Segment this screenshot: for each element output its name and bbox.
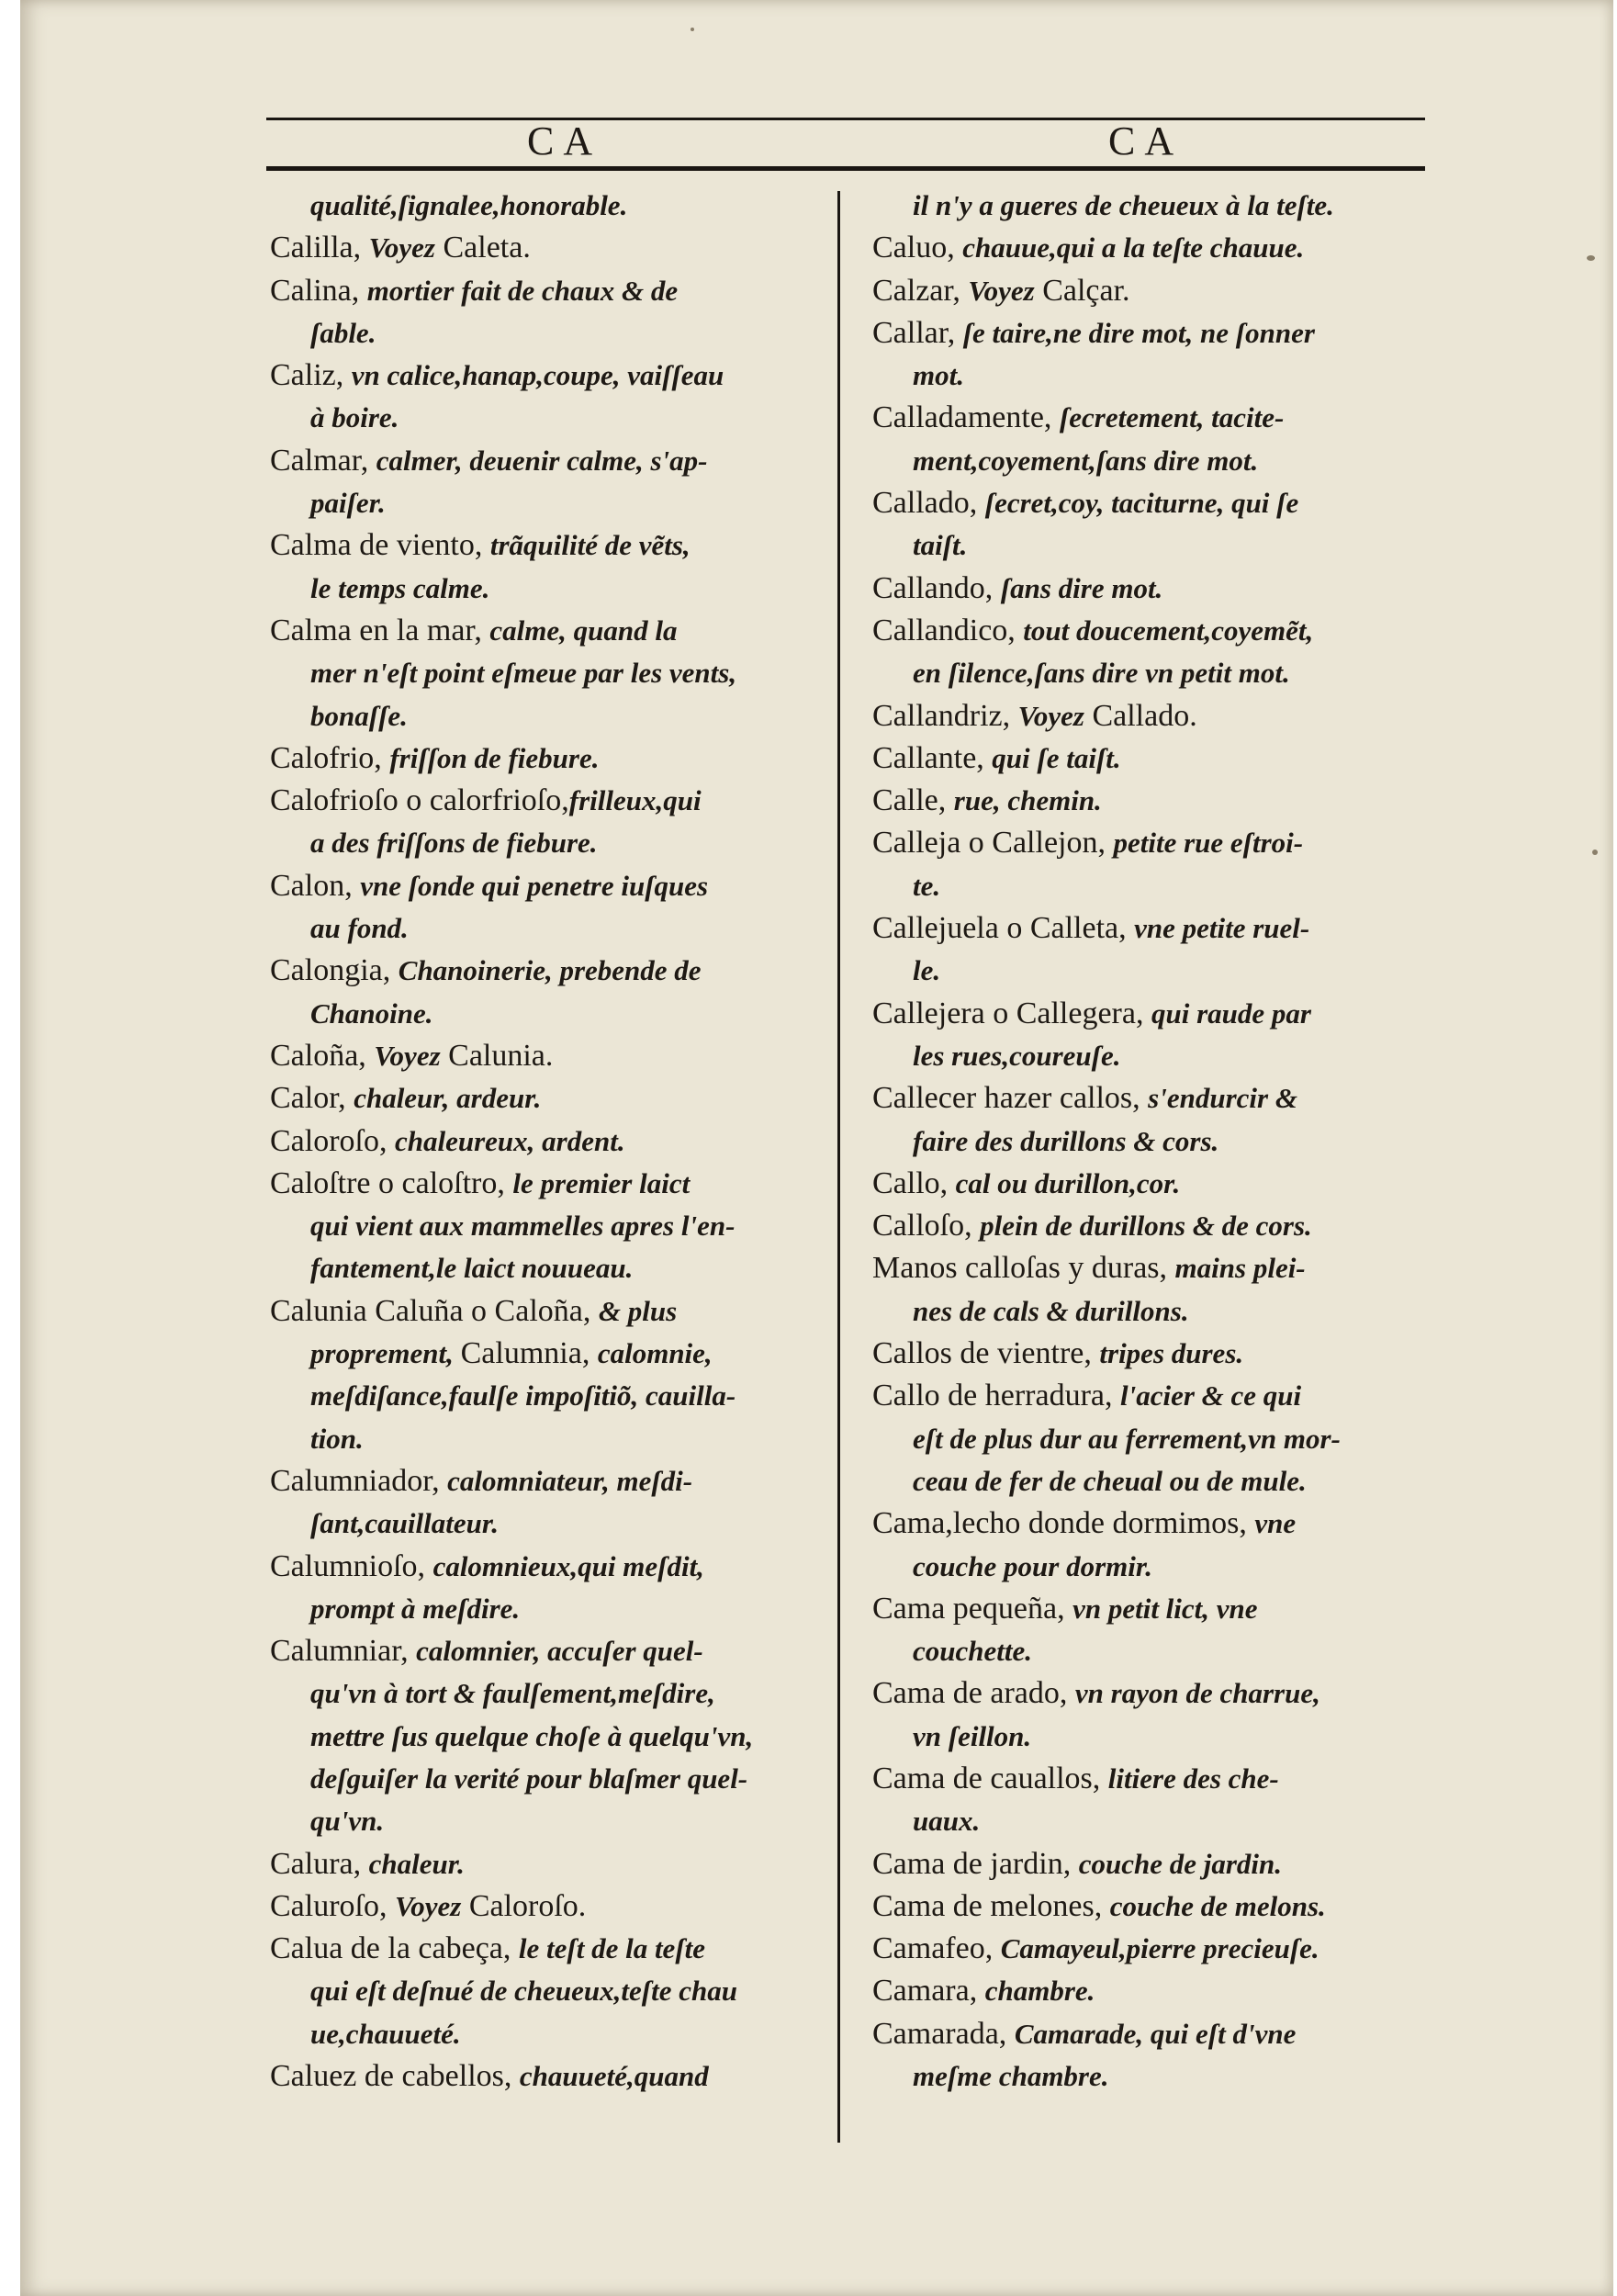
french-gloss: qui ſe taiſt. bbox=[992, 741, 1121, 774]
entry-line bbox=[270, 1035, 821, 1077]
column-divider bbox=[837, 191, 840, 2143]
spanish-headword: Calunia Caluña o Caloña, bbox=[270, 1293, 599, 1328]
entry-line bbox=[270, 1928, 821, 1970]
entry-continuation-line bbox=[270, 312, 821, 355]
french-gloss: calomnier, accuſer quel- bbox=[416, 1635, 703, 1668]
french-gloss: a des friſſons de fiebure. bbox=[310, 827, 598, 860]
french-gloss: tout doucement,coyemẽt, bbox=[1023, 613, 1314, 647]
french-gloss: tion. bbox=[310, 1422, 364, 1455]
spanish-headword: Caluroſo, bbox=[270, 1888, 395, 1923]
spanish-headword: Cama,lecho donde dormimos, bbox=[872, 1506, 1255, 1541]
french-gloss: qui raude par bbox=[1151, 996, 1311, 1030]
entry-line bbox=[872, 482, 1446, 524]
french-gloss: le temps calme. bbox=[310, 571, 490, 604]
french-gloss: ſans dire mot. bbox=[1000, 571, 1163, 604]
spanish-headword: Caloſtre o caloſtro, bbox=[270, 1165, 513, 1200]
entry-continuation-line bbox=[270, 695, 821, 737]
entry-continuation-line bbox=[872, 652, 1446, 694]
entry-line bbox=[270, 1885, 821, 1928]
entry-line bbox=[872, 737, 1446, 780]
french-gloss: calomniateur, meſdi- bbox=[447, 1464, 693, 1497]
french-gloss: mettre ſus quelque choſe à quelqu'vn, bbox=[310, 1719, 754, 1752]
entry-line bbox=[872, 1970, 1446, 2012]
spanish-headword: Calua de la cabeça, bbox=[270, 1931, 519, 1966]
entry-line bbox=[872, 1333, 1446, 1375]
spanish-headword: Camara, bbox=[872, 1974, 985, 2009]
french-gloss: chaleur. bbox=[368, 1847, 465, 1880]
french-gloss: vn ſeillon. bbox=[913, 1719, 1032, 1752]
french-gloss: & plus bbox=[598, 1294, 678, 1327]
entry-line bbox=[270, 227, 821, 269]
french-gloss: calomnieux,qui meſdit, bbox=[432, 1549, 704, 1582]
entry-line bbox=[270, 610, 821, 652]
spanish-headword: Calumniar, bbox=[270, 1634, 417, 1669]
right-column bbox=[872, 185, 1446, 2098]
french-gloss: ment,coyement,ſans dire mot. bbox=[913, 444, 1259, 477]
entry-line bbox=[270, 737, 821, 780]
french-gloss: couche pour dormir. bbox=[913, 1549, 1152, 1582]
spanish-headword: Calma de viento, bbox=[270, 528, 490, 563]
french-gloss: qui eſt deſnué de cheueux,teſte chau bbox=[310, 1975, 737, 2008]
entry-continuation-line bbox=[872, 1460, 1446, 1503]
french-gloss: chaleureux, ardent. bbox=[394, 1124, 625, 1157]
french-gloss: paiſer. bbox=[310, 487, 386, 520]
french-gloss: s'endurcir & bbox=[1148, 1082, 1297, 1115]
french-gloss: rue, chemin. bbox=[953, 784, 1102, 817]
french-gloss: fantement,le laict nouueau. bbox=[310, 1252, 634, 1285]
spanish-headword: Calunia. bbox=[440, 1038, 554, 1073]
spanish-headword: Cama de arado, bbox=[872, 1676, 1075, 1711]
french-gloss: mortier fait de chaux & de bbox=[366, 274, 679, 307]
french-gloss: chauue,qui a la teſte chauue. bbox=[962, 231, 1305, 264]
entry-line bbox=[872, 610, 1446, 652]
spanish-headword: Calma en la mar, bbox=[270, 613, 490, 647]
french-gloss: qualité,ſignalee,honorable. bbox=[310, 189, 628, 221]
entry-line bbox=[872, 993, 1446, 1035]
entry-continuation-line bbox=[872, 355, 1446, 397]
entry-continuation-line bbox=[872, 1800, 1446, 1842]
top-rule bbox=[266, 118, 1425, 120]
french-gloss: prompt à meſdire. bbox=[310, 1592, 521, 1625]
spanish-headword: Caleta. bbox=[434, 231, 531, 265]
entry-line bbox=[872, 1503, 1446, 1545]
spanish-headword: Callandriz, bbox=[872, 698, 1018, 733]
entry-line bbox=[872, 1758, 1446, 1800]
entry-continuation-line bbox=[270, 1800, 821, 1842]
french-gloss: au fond. bbox=[310, 912, 409, 945]
entry-line bbox=[270, 1120, 821, 1163]
entry-line bbox=[872, 907, 1446, 950]
french-gloss: Camarade, qui eſt d'vne bbox=[1014, 2017, 1297, 2050]
left-column bbox=[270, 185, 821, 2098]
french-gloss: en ſilence,ſans dire vn petit mot. bbox=[913, 657, 1290, 690]
french-gloss: il n'y a gueres de cheueux à la teſte. bbox=[913, 189, 1334, 221]
spanish-headword: Calofrioſo o calorfrioſo, bbox=[270, 783, 569, 818]
entry-continuation-line bbox=[270, 822, 821, 864]
french-gloss: vn rayon de charrue, bbox=[1074, 1677, 1320, 1710]
french-gloss: chaleur, ardeur. bbox=[354, 1082, 542, 1115]
entry-line bbox=[270, 1843, 821, 1885]
entry-continuation-line bbox=[270, 1333, 821, 1375]
entry-line bbox=[872, 1588, 1446, 1630]
entry-continuation-line bbox=[270, 185, 821, 227]
paper-speck bbox=[1587, 255, 1595, 261]
spanish-headword: Calina, bbox=[270, 273, 367, 308]
book-page bbox=[20, 0, 1613, 2296]
header-rule bbox=[266, 166, 1425, 171]
spanish-headword: Calura, bbox=[270, 1846, 369, 1881]
spanish-headword: Calongia, bbox=[270, 953, 399, 988]
french-gloss: le premier laict bbox=[512, 1166, 691, 1199]
running-head-right: CA bbox=[1108, 118, 1184, 163]
entry-continuation-line bbox=[270, 1672, 821, 1715]
entry-continuation-line bbox=[872, 1630, 1446, 1672]
french-gloss: qui vient aux mammelles apres l'en- bbox=[310, 1210, 736, 1243]
spanish-headword: Caloroſo. bbox=[461, 1888, 587, 1923]
french-gloss: le teſt de la teſte bbox=[518, 1932, 706, 1965]
spanish-headword: Calmar, bbox=[270, 443, 376, 478]
entry-continuation-line bbox=[872, 2055, 1446, 2098]
spanish-headword: Callante, bbox=[872, 740, 993, 775]
french-gloss: litiere des che- bbox=[1107, 1761, 1279, 1795]
french-gloss: vne bbox=[1254, 1507, 1297, 1540]
french-gloss: proprement, bbox=[310, 1337, 461, 1370]
french-gloss: mer n'eſt point eſmeue par les vents, bbox=[310, 657, 737, 690]
entry-line bbox=[872, 2013, 1446, 2055]
entry-continuation-line bbox=[270, 2013, 821, 2055]
spanish-headword: Camarada, bbox=[872, 2016, 1015, 2051]
entry-line bbox=[270, 270, 821, 312]
entry-line bbox=[872, 312, 1446, 355]
entry-continuation-line bbox=[872, 185, 1446, 227]
entry-continuation-line bbox=[872, 1290, 1446, 1333]
french-gloss: vne ſonde qui penetre iuſques bbox=[360, 869, 709, 902]
entry-continuation-line bbox=[270, 907, 821, 950]
french-gloss: nes de cals & durillons. bbox=[913, 1294, 1189, 1327]
entry-line bbox=[872, 568, 1446, 610]
entry-continuation-line bbox=[872, 1716, 1446, 1758]
french-gloss: ſecretement, tacite- bbox=[1059, 401, 1285, 434]
french-gloss: Voyez bbox=[374, 1039, 441, 1072]
french-gloss: taiſt. bbox=[913, 529, 968, 562]
french-gloss: Chanoine. bbox=[310, 996, 433, 1030]
french-gloss: calomnie, bbox=[597, 1337, 713, 1370]
french-gloss: couchette. bbox=[913, 1635, 1032, 1668]
entry-continuation-line bbox=[270, 1970, 821, 2012]
spanish-headword: Calor, bbox=[270, 1081, 354, 1116]
entry-continuation-line bbox=[270, 652, 821, 694]
entry-continuation-line bbox=[270, 482, 821, 524]
entry-continuation-line bbox=[270, 1503, 821, 1545]
spanish-headword: Caluez de cabellos, bbox=[270, 2059, 520, 2094]
spanish-headword: Callejera o Callegera, bbox=[872, 996, 1151, 1030]
french-gloss: Voyez bbox=[394, 1889, 462, 1922]
entry-line bbox=[270, 524, 821, 567]
french-gloss: petite rue eſtroi- bbox=[1113, 827, 1304, 860]
entry-continuation-line bbox=[872, 1035, 1446, 1077]
spanish-headword: Cama pequeña, bbox=[872, 1591, 1073, 1626]
french-gloss: à boire. bbox=[310, 401, 399, 434]
entry-continuation-line bbox=[270, 1375, 821, 1417]
french-gloss: vn petit lict, vne bbox=[1072, 1592, 1258, 1625]
french-gloss: Voyez bbox=[968, 274, 1035, 307]
spanish-headword: Cama de jardin, bbox=[872, 1846, 1079, 1881]
spanish-headword: Callejuela o Calleta, bbox=[872, 911, 1135, 946]
spanish-headword: Caluo, bbox=[872, 231, 963, 265]
french-gloss: l'acier & ce qui bbox=[1120, 1379, 1302, 1412]
entry-line bbox=[872, 1843, 1446, 1885]
french-gloss: trãquilité de vẽts, bbox=[489, 529, 691, 562]
spanish-headword: Caloroſo, bbox=[270, 1123, 395, 1158]
entry-continuation-line bbox=[270, 1716, 821, 1758]
french-gloss: bonaſſe. bbox=[310, 699, 408, 732]
entry-line bbox=[872, 270, 1446, 312]
entry-line bbox=[872, 1163, 1446, 1205]
french-gloss: chauueté,quand bbox=[519, 2060, 709, 2093]
french-gloss: mot. bbox=[913, 359, 964, 392]
spanish-headword: Callado. bbox=[1084, 698, 1197, 733]
entry-line bbox=[872, 1885, 1446, 1928]
french-gloss: couche de melons. bbox=[1109, 1889, 1326, 1922]
spanish-headword: Calofrio, bbox=[270, 740, 390, 775]
entry-line bbox=[270, 1290, 821, 1333]
spanish-headword: Callecer hazer callos, bbox=[872, 1081, 1149, 1116]
entry-line bbox=[270, 865, 821, 907]
french-gloss: Camayeul,pierre precieuſe. bbox=[1000, 1932, 1319, 1965]
entry-line bbox=[872, 227, 1446, 269]
french-gloss: ſecret,coy, taciturne, qui ſe bbox=[984, 487, 1299, 520]
french-gloss: frilleux,qui bbox=[568, 784, 702, 817]
french-gloss: meſdiſance,faulſe impoſitiõ, cauilla- bbox=[310, 1379, 736, 1412]
entry-continuation-line bbox=[270, 1758, 821, 1800]
french-gloss: vne petite ruel- bbox=[1134, 912, 1310, 945]
entry-continuation-line bbox=[872, 1120, 1446, 1163]
spanish-headword: Callo de herradura, bbox=[872, 1379, 1120, 1413]
spanish-headword: Callado, bbox=[872, 486, 985, 521]
entry-continuation-line bbox=[872, 865, 1446, 907]
spanish-headword: Calleja o Callejon, bbox=[872, 826, 1114, 861]
spanish-headword: Calzar, bbox=[872, 273, 969, 308]
french-gloss: tripes dures. bbox=[1099, 1337, 1244, 1370]
entry-line bbox=[872, 1247, 1446, 1289]
french-gloss: faire des durillons & cors. bbox=[913, 1124, 1219, 1157]
french-gloss: calmer, deuenir calme, s'ap- bbox=[376, 444, 708, 477]
french-gloss: vn calice,hanap,coupe, vaiſſeau bbox=[351, 359, 724, 392]
spanish-headword: Callandico, bbox=[872, 613, 1024, 647]
entry-line bbox=[872, 780, 1446, 822]
entry-line bbox=[270, 1077, 821, 1120]
entry-line bbox=[270, 1546, 821, 1588]
spanish-headword: Calle, bbox=[872, 783, 954, 818]
french-gloss: calme, quand la bbox=[489, 613, 678, 647]
spanish-headword: Calilla, bbox=[270, 231, 369, 265]
spanish-headword: Calon, bbox=[270, 868, 361, 903]
entry-continuation-line bbox=[270, 1418, 821, 1460]
entry-continuation-line bbox=[270, 1588, 821, 1630]
french-gloss: plein de durillons & de cors. bbox=[980, 1210, 1312, 1243]
entry-continuation-line bbox=[270, 993, 821, 1035]
spanish-headword: Calumnioſo, bbox=[270, 1548, 433, 1583]
entry-continuation-line bbox=[872, 1546, 1446, 1588]
entry-line bbox=[270, 440, 821, 482]
entry-line bbox=[270, 355, 821, 397]
french-gloss: le. bbox=[913, 954, 941, 987]
entry-line bbox=[270, 950, 821, 992]
french-gloss: deſguiſer la verité pour blaſmer quel- bbox=[310, 1761, 748, 1795]
french-gloss: qu'vn. bbox=[310, 1805, 385, 1838]
entry-line bbox=[270, 1630, 821, 1672]
french-gloss: Chanoinerie, prebende de bbox=[398, 954, 702, 987]
spanish-headword: Callo, bbox=[872, 1165, 956, 1200]
paper-speck bbox=[1592, 850, 1598, 855]
spanish-headword: Cama de melones, bbox=[872, 1888, 1110, 1923]
entry-line bbox=[872, 1375, 1446, 1417]
french-gloss: ue,chauueté. bbox=[310, 2017, 461, 2050]
spanish-headword: Calladamente, bbox=[872, 400, 1060, 435]
entry-continuation-line bbox=[270, 397, 821, 439]
spanish-headword: Camafeo, bbox=[872, 1931, 1001, 1966]
french-gloss: cal ou durillon,cor. bbox=[955, 1166, 1181, 1199]
french-gloss: les rues,coureuſe. bbox=[913, 1039, 1121, 1072]
french-gloss: mains plei- bbox=[1174, 1252, 1306, 1285]
french-gloss: friſſon de fiebure. bbox=[389, 741, 600, 774]
spanish-headword: Caliz, bbox=[270, 358, 352, 393]
entry-line bbox=[872, 695, 1446, 737]
french-gloss: eſt de plus dur au ferrement,vn mor- bbox=[913, 1422, 1341, 1455]
entry-continuation-line bbox=[270, 1247, 821, 1289]
spanish-headword: Callar, bbox=[872, 315, 963, 350]
spanish-headword: Calumnia, bbox=[460, 1336, 598, 1371]
entry-line bbox=[270, 1460, 821, 1503]
french-gloss: Voyez bbox=[1017, 699, 1084, 732]
french-gloss: couche de jardin. bbox=[1078, 1847, 1283, 1880]
entry-continuation-line bbox=[270, 568, 821, 610]
running-head-left: CA bbox=[527, 118, 602, 163]
entry-line bbox=[270, 1163, 821, 1205]
entry-line bbox=[872, 1672, 1446, 1715]
french-gloss: te. bbox=[913, 869, 941, 902]
spanish-headword: Callos de vientre, bbox=[872, 1336, 1100, 1371]
entry-line bbox=[270, 780, 821, 822]
entry-continuation-line bbox=[872, 1418, 1446, 1460]
entry-continuation-line bbox=[872, 440, 1446, 482]
spanish-headword: Callando, bbox=[872, 570, 1001, 605]
spanish-headword: Caloña, bbox=[270, 1038, 375, 1073]
french-gloss: ſe taire,ne dire mot, ne ſonner bbox=[962, 316, 1315, 349]
spanish-headword: Manos calloſas y duras, bbox=[872, 1251, 1175, 1286]
entry-continuation-line bbox=[872, 524, 1446, 567]
entry-line bbox=[270, 2055, 821, 2098]
entry-line bbox=[872, 1205, 1446, 1247]
entry-continuation-line bbox=[872, 950, 1446, 992]
french-gloss: chambre. bbox=[984, 1975, 1095, 2008]
spanish-headword: Calumniador, bbox=[270, 1463, 448, 1498]
spanish-headword: Calloſo, bbox=[872, 1209, 981, 1244]
entry-line bbox=[872, 822, 1446, 864]
french-gloss: Voyez bbox=[368, 231, 435, 264]
entry-continuation-line bbox=[270, 1205, 821, 1247]
french-gloss: ſant,cauillateur. bbox=[310, 1507, 499, 1540]
entry-line bbox=[872, 1928, 1446, 1970]
spanish-headword: Calçar. bbox=[1034, 273, 1130, 308]
french-gloss: qu'vn à tort & faulſement,meſdire, bbox=[310, 1677, 715, 1710]
french-gloss: ceau de fer de cheual ou de mule. bbox=[913, 1464, 1307, 1497]
french-gloss: meſme chambre. bbox=[913, 2060, 1109, 2093]
paper-speck bbox=[691, 28, 694, 31]
entry-line bbox=[872, 397, 1446, 439]
entry-line bbox=[872, 1077, 1446, 1120]
french-gloss: ſable. bbox=[310, 316, 376, 349]
french-gloss: uaux. bbox=[913, 1805, 981, 1838]
spanish-headword: Cama de cauallos, bbox=[872, 1761, 1108, 1795]
